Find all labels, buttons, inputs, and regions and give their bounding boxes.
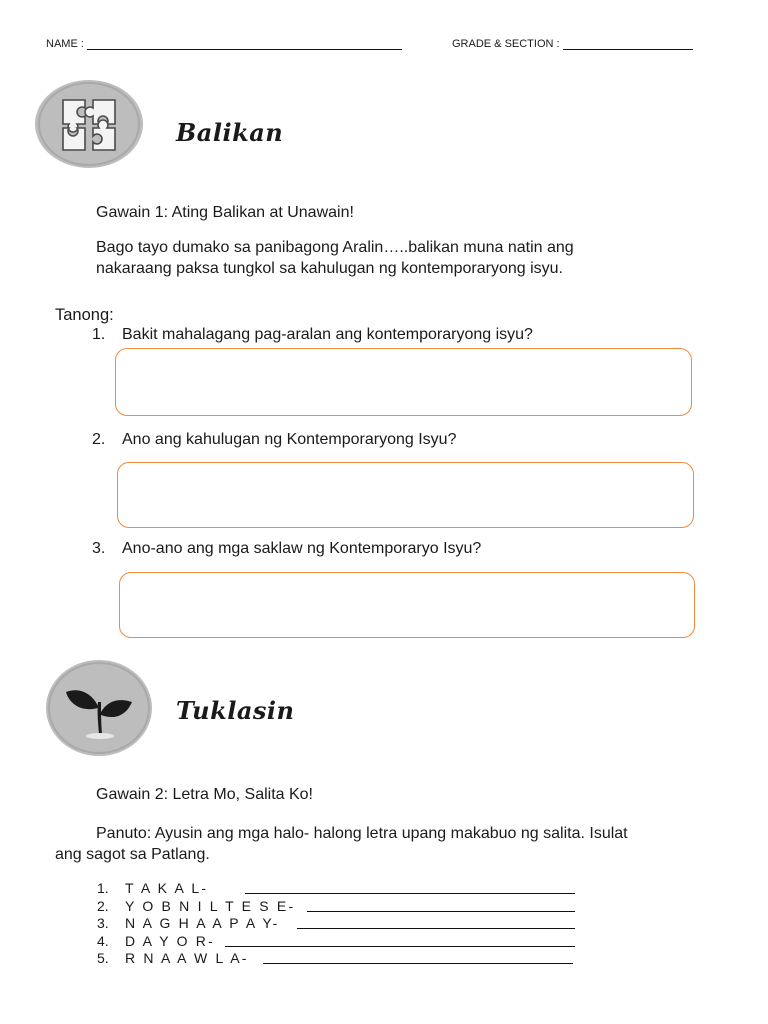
activity-1-title: Gawain 1: Ating Balikan at Unawain!	[96, 204, 354, 221]
grade-section-label: GRADE & SECTION :	[452, 38, 560, 50]
answer-box-2[interactable]	[117, 462, 694, 528]
question-1	[92, 326, 533, 344]
question-text: Ano ang kahulugan ng Kontemporaryong Isyu?	[122, 431, 457, 448]
question-text: Bakit mahalagang pag-aralan ang kontemporaryong isyu?	[122, 326, 533, 343]
item-number: 1.	[97, 880, 109, 896]
grade-section-field[interactable]	[452, 38, 693, 50]
scrambled-word-item	[97, 880, 295, 898]
grade-section-blank-line[interactable]	[563, 40, 693, 50]
puzzle-icon	[35, 80, 143, 168]
sprout-icon-graphic	[46, 660, 152, 756]
item-number: 5.	[97, 950, 109, 966]
question-text: Ano-ano ang mga saklaw ng Kontemporaryo Isyu?	[122, 540, 482, 557]
questions-label: Tanong:	[55, 306, 114, 324]
item-number: 4.	[97, 932, 109, 949]
tuklasin-title: Tuklasin	[176, 696, 295, 725]
answer-blank[interactable]	[297, 928, 575, 929]
activity-2-title: Gawain 2: Letra Mo, Salita Ko!	[96, 786, 313, 803]
question-number: 2.	[92, 431, 106, 448]
item-number: 3.	[97, 915, 109, 931]
instructions-line-2: ang sagot sa Patlang.	[55, 846, 210, 863]
answer-box-1[interactable]	[115, 348, 692, 416]
activity-1-intro-line-1: Bago tayo dumako sa panibagong Aralin…..balikan muna natin ang	[96, 239, 574, 256]
question-3	[92, 540, 481, 558]
balikan-title: Balikan	[176, 118, 284, 147]
scrambled-word-item	[97, 898, 295, 916]
question-number: 1.	[92, 326, 106, 343]
scrambled-word-item	[97, 915, 295, 933]
answer-blank[interactable]	[245, 893, 575, 894]
answer-blank[interactable]	[225, 946, 575, 947]
activity-1-intro-line-2: nakaraang paksa tungkol sa kahulugan ng kontemporaryong isyu.	[96, 260, 563, 277]
scrambled-letters: D A Y O R-	[125, 932, 215, 949]
name-field[interactable]	[46, 38, 402, 50]
item-number: 2.	[97, 897, 109, 914]
scrambled-letters: Y O B N I L T E S E-	[125, 897, 296, 914]
scrambled-letters: T A K A L-	[125, 880, 209, 896]
puzzle-icon-graphic	[35, 80, 143, 168]
answer-box-3[interactable]	[119, 572, 695, 638]
answer-blank[interactable]	[263, 963, 573, 964]
scrambled-word-item	[97, 933, 295, 951]
name-blank-line[interactable]	[87, 40, 402, 50]
scrambled-word-list	[97, 880, 295, 968]
instructions-line-1: Panuto: Ayusin ang mga halo- halong letra upang makabuo ng salita. Isulat	[96, 825, 628, 842]
question-number: 3.	[92, 540, 106, 557]
question-2	[92, 431, 456, 449]
worksheet-header	[0, 38, 768, 56]
sprout-icon	[46, 660, 152, 756]
scrambled-word-item	[97, 950, 295, 968]
name-label: NAME :	[46, 38, 84, 50]
scrambled-letters: R N A A W L A-	[125, 950, 249, 966]
answer-blank[interactable]	[307, 911, 575, 912]
scrambled-letters: N A G H A A P A Y-	[125, 915, 280, 931]
